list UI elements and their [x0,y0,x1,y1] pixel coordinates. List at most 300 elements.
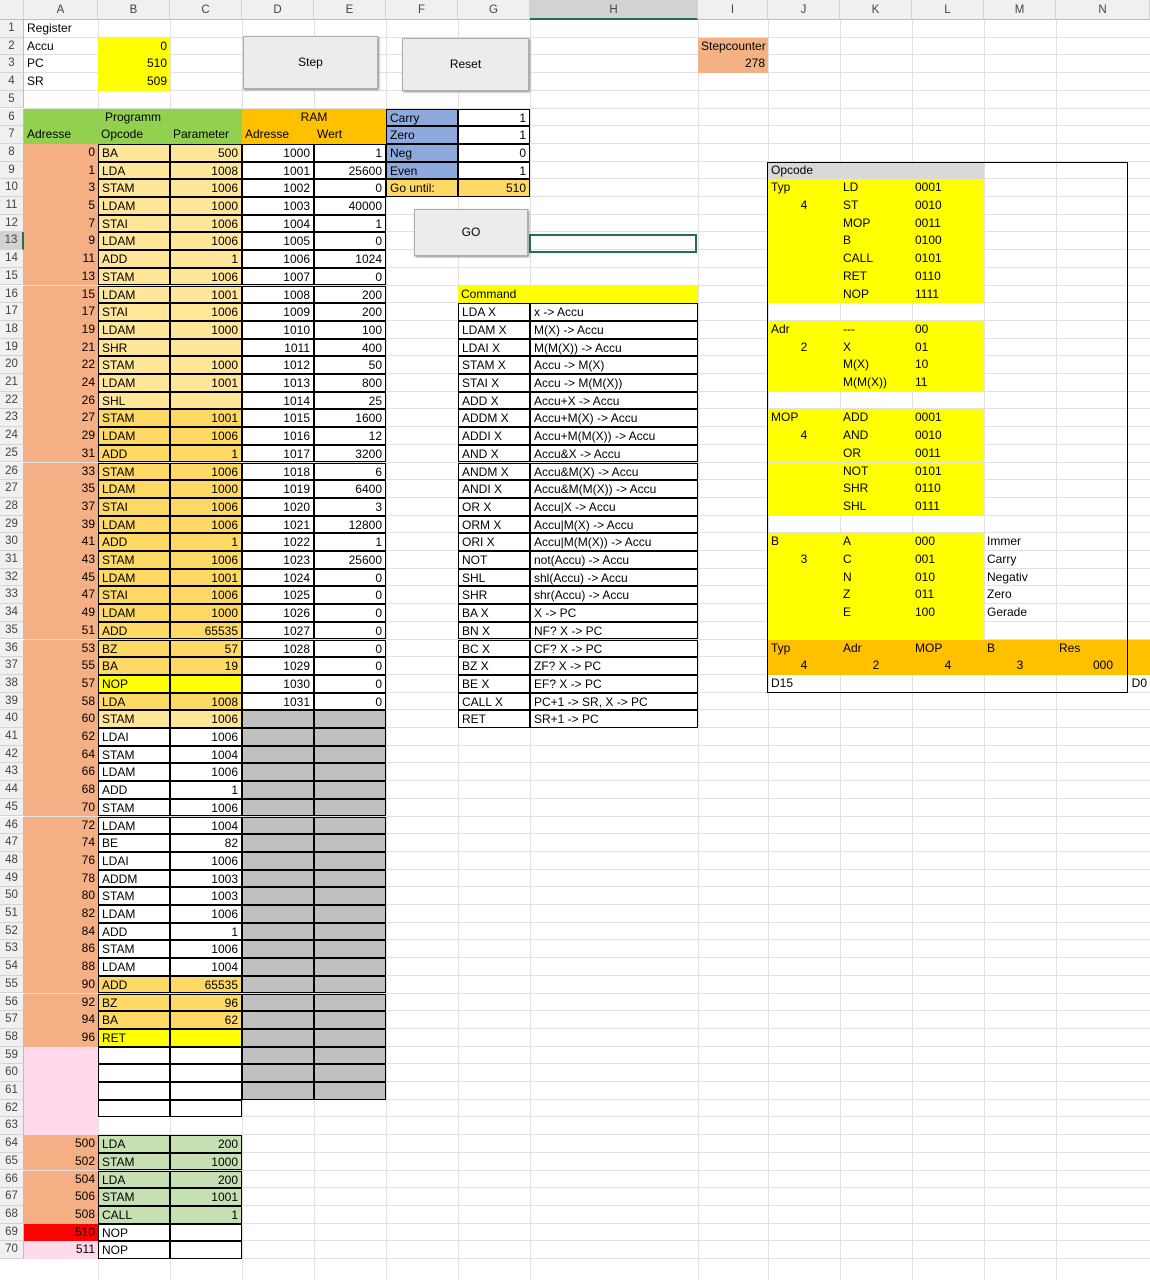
row-header[interactable]: 9 [0,162,24,180]
program-address[interactable]: 68 [24,781,98,799]
program-parameter[interactable]: 200 [170,1171,242,1189]
ram-empty[interactable] [242,763,314,781]
program-opcode[interactable]: STAM [98,463,170,481]
program-address[interactable]: 43 [24,551,98,569]
opcode-mnemonic[interactable]: NOT [840,463,912,481]
program-opcode[interactable]: STAM [98,887,170,905]
program-parameter[interactable]: 1003 [170,870,242,888]
opcode-group-cell[interactable]: Typ [768,179,840,197]
row-header[interactable]: 37 [0,657,24,675]
row-header[interactable]: 7 [0,126,24,144]
command-description[interactable]: Accu+M(X) -> Accu [530,409,698,427]
program-parameter[interactable]: 1008 [170,693,242,711]
program-opcode[interactable]: ADDM [98,870,170,888]
command-name[interactable]: ANDI X [458,480,530,498]
row-header[interactable]: 51 [0,905,24,923]
program-address[interactable]: 94 [24,1011,98,1029]
program-opcode[interactable]: ADD [98,781,170,799]
ram-address[interactable]: 1029 [242,657,314,675]
stepcounter-label[interactable]: Stepcounter [698,38,768,56]
ram-value[interactable]: 1600 [314,409,386,427]
opcode-mnemonic[interactable]: C [840,551,912,569]
ram-address[interactable]: 1000 [242,144,314,162]
ram-title[interactable]: RAM [242,109,386,127]
opcode-group-cell[interactable] [768,356,840,374]
row-header[interactable]: 46 [0,817,24,835]
format-value[interactable]: 2 [840,657,912,675]
opcode-mnemonic[interactable]: SHL [840,498,912,516]
program-address[interactable]: 26 [24,392,98,410]
ram-address[interactable]: 1015 [242,409,314,427]
program-parameter[interactable] [170,392,242,410]
program-opcode[interactable]: BZ [98,994,170,1012]
ram-empty[interactable] [314,799,386,817]
command-name[interactable]: ADDM X [458,409,530,427]
opcode-group-cell[interactable] [768,286,840,304]
row-header[interactable]: 64 [0,1135,24,1153]
row-header[interactable]: 30 [0,533,24,551]
row-header[interactable]: 31 [0,551,24,569]
opcode-mnemonic[interactable]: ADD [840,409,912,427]
program-parameter[interactable]: 1004 [170,817,242,835]
program-parameter[interactable]: 1006 [170,799,242,817]
row-header[interactable]: 52 [0,923,24,941]
program-parameter[interactable]: 57 [170,640,242,658]
register-title[interactable]: Register [27,21,72,35]
opcode-bits[interactable]: 0101 [912,250,984,268]
program-opcode[interactable]: LDAM [98,763,170,781]
program-parameter[interactable]: 1000 [170,356,242,374]
ram-value[interactable]: 0 [314,657,386,675]
program-opcode[interactable]: STAI [98,586,170,604]
opcode-bits[interactable]: 0110 [912,268,984,286]
opcode-bits[interactable]: 11 [912,374,984,392]
command-name[interactable]: ANDM X [458,463,530,481]
command-description[interactable]: M(M(X)) -> Accu [530,339,698,357]
program-address[interactable]: 5 [24,197,98,215]
column-header-m[interactable]: M [984,0,1056,20]
program-opcode[interactable]: LDAM [98,480,170,498]
row-header[interactable]: 45 [0,799,24,817]
opcode-group-cell[interactable] [768,604,840,622]
ram-empty[interactable] [242,923,314,941]
ram-empty[interactable] [314,781,386,799]
program-parameter[interactable]: 1001 [170,409,242,427]
ram-empty[interactable] [314,710,386,728]
command-description[interactable]: PC+1 -> SR, X -> PC [530,693,698,711]
row-header[interactable]: 38 [0,675,24,693]
stepcounter-value[interactable]: 278 [698,55,768,73]
opcode-group-count[interactable]: 4 [768,197,840,215]
ram-address[interactable]: 1019 [242,480,314,498]
opcode-mnemonic[interactable]: RET [840,268,912,286]
register-value[interactable]: 509 [98,73,170,91]
program-header[interactable]: Adresse [24,126,98,144]
program-opcode[interactable]: ADD [98,923,170,941]
row-header[interactable]: 19 [0,339,24,357]
column-header-f[interactable]: F [386,0,458,20]
ram-empty[interactable] [314,958,386,976]
ram-value[interactable]: 25 [314,392,386,410]
opcode-bits[interactable]: 0110 [912,480,984,498]
opcode-mnemonic[interactable]: --- [840,321,912,339]
program-address[interactable]: 33 [24,463,98,481]
program-address[interactable]: 45 [24,569,98,587]
opcode-description[interactable]: Carry [987,552,1017,566]
register-name[interactable]: PC [27,56,44,71]
ram-empty[interactable] [314,1011,386,1029]
program-address[interactable]: 62 [24,728,98,746]
opcode-bits[interactable]: 0001 [912,179,984,197]
opcode-bits[interactable]: 1111 [912,286,984,304]
command-description[interactable]: Accu|M(M(X)) -> Accu [530,533,698,551]
program-address[interactable]: 500 [24,1135,98,1153]
program-address[interactable]: 72 [24,817,98,835]
opcode-bits[interactable]: 000 [912,533,984,551]
ram-value[interactable]: 1 [314,144,386,162]
program-opcode[interactable]: ADD [98,250,170,268]
program-parameter[interactable]: 1006 [170,551,242,569]
ram-empty[interactable] [314,887,386,905]
row-header[interactable]: 65 [0,1153,24,1171]
command-name[interactable]: ADD X [458,392,530,410]
program-opcode[interactable]: LDAM [98,569,170,587]
ram-address[interactable]: 1009 [242,303,314,321]
program-address[interactable]: 504 [24,1171,98,1189]
row-header[interactable]: 17 [0,303,24,321]
row-header[interactable]: 36 [0,640,24,658]
opcode-bits[interactable]: 0100 [912,232,984,250]
row-header[interactable]: 34 [0,604,24,622]
ram-empty[interactable] [242,940,314,958]
program-parameter[interactable] [170,1064,242,1082]
program-address[interactable]: 24 [24,374,98,392]
ram-empty[interactable] [314,994,386,1012]
row-header[interactable]: 39 [0,693,24,711]
command-name[interactable]: SHL [458,569,530,587]
program-parameter[interactable] [170,1082,242,1100]
program-parameter[interactable]: 1003 [170,887,242,905]
program-parameter[interactable]: 1006 [170,215,242,233]
row-header[interactable]: 54 [0,958,24,976]
command-name[interactable]: SHR [458,586,530,604]
column-header-g[interactable]: G [458,0,530,20]
column-header-i[interactable]: I [698,0,768,20]
row-header[interactable]: 13 [0,232,24,250]
program-address[interactable]: 74 [24,834,98,852]
program-address[interactable]: 35 [24,480,98,498]
command-description[interactable]: M(X) -> Accu [530,321,698,339]
program-parameter[interactable]: 1004 [170,746,242,764]
program-opcode[interactable]: LDA [98,1135,170,1153]
ram-address[interactable]: 1031 [242,693,314,711]
program-address[interactable]: 510 [24,1224,98,1242]
format-lsb-label[interactable]: D0 [1131,675,1147,690]
program-opcode[interactable]: BA [98,657,170,675]
ram-value[interactable]: 100 [314,321,386,339]
program-address[interactable]: 15 [24,286,98,304]
program-address[interactable]: 9 [24,232,98,250]
program-parameter[interactable]: 1006 [170,905,242,923]
program-parameter[interactable]: 1000 [170,1153,242,1171]
opcode-mnemonic[interactable]: B [840,232,912,250]
ram-address[interactable]: 1005 [242,232,314,250]
format-header[interactable]: Adr [840,640,912,658]
ram-value[interactable]: 0 [314,622,386,640]
ram-empty[interactable] [242,728,314,746]
ram-value[interactable]: 800 [314,374,386,392]
program-opcode[interactable]: STAM [98,940,170,958]
program-opcode[interactable] [98,1082,170,1100]
program-address[interactable]: 64 [24,746,98,764]
row-header[interactable]: 59 [0,1047,24,1065]
ram-empty[interactable] [314,870,386,888]
row-header[interactable]: 41 [0,728,24,746]
program-parameter[interactable]: 1006 [170,498,242,516]
ram-address[interactable]: 1023 [242,551,314,569]
step-button[interactable]: Step [243,36,378,89]
program-parameter[interactable]: 1008 [170,162,242,180]
ram-empty[interactable] [314,940,386,958]
program-parameter[interactable] [170,675,242,693]
command-name[interactable]: OR X [458,498,530,516]
ram-value[interactable]: 40000 [314,197,386,215]
program-address[interactable]: 60 [24,710,98,728]
ram-address[interactable]: 1010 [242,321,314,339]
program-address[interactable]: 31 [24,445,98,463]
row-header[interactable]: 11 [0,197,24,215]
program-address[interactable] [24,1064,98,1082]
row-header[interactable]: 44 [0,781,24,799]
ram-address[interactable]: 1008 [242,286,314,304]
opcode-mnemonic[interactable]: M(M(X)) [840,374,912,392]
ram-address[interactable]: 1026 [242,604,314,622]
flag-name[interactable]: Even [386,162,458,180]
command-name[interactable]: AND X [458,445,530,463]
opcode-group-cell[interactable] [768,498,840,516]
column-header-c[interactable]: C [170,0,242,20]
ram-header[interactable]: Adresse [242,126,314,144]
ram-value[interactable]: 1 [314,215,386,233]
program-opcode[interactable]: SHL [98,392,170,410]
command-description[interactable]: Accu+X -> Accu [530,392,698,410]
program-title[interactable]: Programm [24,109,242,127]
program-address[interactable]: 53 [24,640,98,658]
register-name[interactable]: SR [27,74,44,89]
command-name[interactable]: STAI X [458,374,530,392]
command-description[interactable]: shr(Accu) -> Accu [530,586,698,604]
opcode-group-cell[interactable]: MOP [768,409,840,427]
command-name[interactable]: CALL X [458,693,530,711]
ram-empty[interactable] [242,710,314,728]
row-header[interactable]: 47 [0,834,24,852]
ram-value[interactable]: 6 [314,463,386,481]
ram-value[interactable]: 0 [314,604,386,622]
program-address[interactable]: 37 [24,498,98,516]
opcode-group-cell[interactable] [840,622,912,640]
ram-empty[interactable] [242,1082,314,1100]
command-name[interactable]: STAM X [458,356,530,374]
register-name[interactable]: Accu [27,38,54,53]
command-name[interactable]: LDA X [458,303,530,321]
flag-name[interactable]: Neg [386,144,458,162]
command-description[interactable]: SR+1 -> PC [530,710,698,728]
opcode-bits[interactable]: 100 [912,604,984,622]
ram-empty[interactable] [242,976,314,994]
program-parameter[interactable]: 1001 [170,286,242,304]
ram-empty[interactable] [242,746,314,764]
ram-value[interactable]: 3 [314,498,386,516]
program-parameter[interactable]: 1001 [170,569,242,587]
program-opcode[interactable]: LDA [98,162,170,180]
program-address[interactable]: 55 [24,657,98,675]
row-header[interactable]: 56 [0,994,24,1012]
program-parameter[interactable]: 19 [170,657,242,675]
program-opcode[interactable]: LDAM [98,958,170,976]
format-msb-label[interactable]: D15 [771,675,794,690]
ram-value[interactable]: 200 [314,286,386,304]
program-address[interactable]: 47 [24,586,98,604]
ram-address[interactable]: 1018 [242,463,314,481]
row-header[interactable]: 62 [0,1100,24,1118]
opcode-mnemonic[interactable]: LD [840,179,912,197]
flag-value[interactable]: 1 [458,126,530,144]
ram-value[interactable]: 200 [314,303,386,321]
program-opcode[interactable]: LDAM [98,286,170,304]
command-description[interactable]: Accu&X -> Accu [530,445,698,463]
opcode-bits[interactable]: 011 [912,586,984,604]
ram-address[interactable]: 1014 [242,392,314,410]
ram-value[interactable]: 0 [314,569,386,587]
program-parameter[interactable]: 1006 [170,586,242,604]
program-opcode[interactable]: STAM [98,409,170,427]
format-value[interactable]: 4 [912,657,984,675]
command-name[interactable]: ORI X [458,533,530,551]
ram-address[interactable]: 1001 [242,162,314,180]
program-opcode[interactable]: NOP [98,1241,170,1259]
program-address[interactable]: 1 [24,162,98,180]
ram-address[interactable]: 1012 [242,356,314,374]
program-opcode[interactable] [98,1100,170,1118]
row-header[interactable]: 27 [0,480,24,498]
program-address[interactable]: 506 [24,1188,98,1206]
command-description[interactable]: not(Accu) -> Accu [530,551,698,569]
row-header[interactable]: 22 [0,392,24,410]
format-value[interactable]: 4 [768,657,840,675]
program-opcode[interactable]: LDAM [98,427,170,445]
program-opcode[interactable]: STAM [98,746,170,764]
ram-empty[interactable] [242,870,314,888]
program-opcode[interactable]: STAM [98,551,170,569]
program-address[interactable]: 58 [24,693,98,711]
program-opcode[interactable]: LDAM [98,516,170,534]
program-address[interactable] [24,1082,98,1100]
opcode-mnemonic[interactable]: M(X) [840,356,912,374]
program-opcode[interactable]: STAM [98,268,170,286]
opcode-bits[interactable]: 0011 [912,215,984,233]
row-header[interactable]: 21 [0,374,24,392]
format-header[interactable]: MOP [912,640,984,658]
command-name[interactable]: LDAI X [458,339,530,357]
opcode-mnemonic[interactable]: AND [840,427,912,445]
program-address[interactable]: 502 [24,1153,98,1171]
row-header[interactable]: 32 [0,569,24,587]
program-opcode[interactable]: LDAI [98,728,170,746]
row-header[interactable]: 29 [0,516,24,534]
program-parameter[interactable]: 65535 [170,622,242,640]
program-opcode[interactable]: LDAM [98,905,170,923]
opcode-group-cell[interactable] [768,250,840,268]
program-opcode[interactable]: BA [98,1011,170,1029]
program-address[interactable]: 17 [24,303,98,321]
row-header[interactable]: 49 [0,870,24,888]
program-opcode[interactable]: RET [98,1029,170,1047]
flag-value[interactable]: 1 [458,162,530,180]
row-header[interactable]: 10 [0,179,24,197]
row-header[interactable]: 42 [0,746,24,764]
ram-empty[interactable] [314,834,386,852]
program-opcode[interactable]: STAM [98,179,170,197]
ram-empty[interactable] [242,1029,314,1047]
program-opcode[interactable]: CALL [98,1206,170,1224]
opcode-group-cell[interactable]: Adr [768,321,840,339]
program-opcode[interactable]: LDAM [98,232,170,250]
row-header[interactable]: 5 [0,91,24,109]
flag-name[interactable]: Zero [386,126,458,144]
program-parameter[interactable]: 1006 [170,463,242,481]
opcode-bits[interactable]: 01 [912,339,984,357]
row-header[interactable]: 53 [0,940,24,958]
program-address[interactable]: 66 [24,763,98,781]
opcode-group-count[interactable]: 2 [768,339,840,357]
opcode-mnemonic[interactable]: ST [840,197,912,215]
program-opcode[interactable]: LDAM [98,604,170,622]
opcode-group-cell[interactable] [768,268,840,286]
row-header[interactable]: 2 [0,38,24,56]
ram-value[interactable]: 25600 [314,551,386,569]
program-opcode[interactable]: LDAM [98,197,170,215]
flag-value[interactable]: 1 [458,109,530,127]
program-opcode[interactable]: LDAM [98,817,170,835]
program-header[interactable]: Parameter [170,126,242,144]
row-header[interactable]: 14 [0,250,24,268]
program-parameter[interactable]: 1 [170,250,242,268]
opcode-group-cell[interactable] [768,569,840,587]
ram-header[interactable]: Wert [314,126,386,144]
ram-empty[interactable] [314,1029,386,1047]
program-parameter[interactable]: 1000 [170,197,242,215]
row-header[interactable]: 67 [0,1188,24,1206]
program-parameter[interactable]: 1006 [170,940,242,958]
program-address[interactable]: 11 [24,250,98,268]
column-header-k[interactable]: K [840,0,912,20]
command-description[interactable]: Accu+M(M(X)) -> Accu [530,427,698,445]
ram-address[interactable]: 1020 [242,498,314,516]
ram-address[interactable]: 1022 [242,533,314,551]
column-header-j[interactable]: J [768,0,840,20]
command-description[interactable]: shl(Accu) -> Accu [530,569,698,587]
selected-cell[interactable] [529,234,697,253]
row-header[interactable]: 1 [0,20,24,38]
command-name[interactable]: ADDI X [458,427,530,445]
command-description[interactable]: ZF? X -> PC [530,657,698,675]
row-header[interactable]: 6 [0,109,24,127]
row-header[interactable]: 57 [0,1011,24,1029]
register-value[interactable]: 510 [98,55,170,73]
opcode-mnemonic[interactable]: OR [840,445,912,463]
program-opcode[interactable]: SHR [98,339,170,357]
program-opcode[interactable]: BZ [98,640,170,658]
